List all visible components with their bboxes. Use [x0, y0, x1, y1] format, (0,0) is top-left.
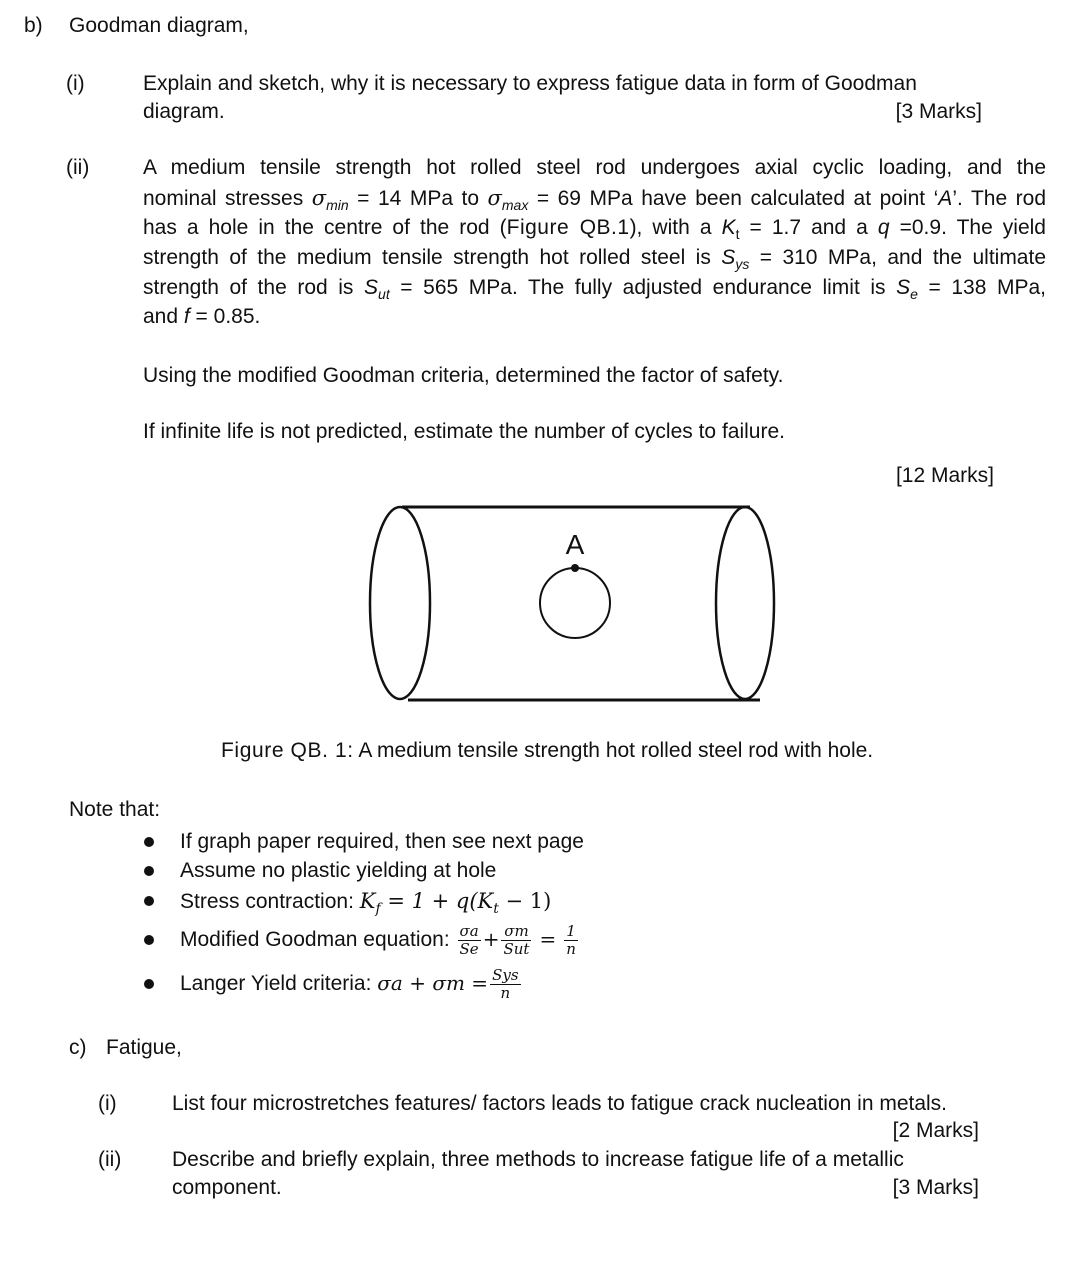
bullet-icon: [144, 979, 154, 989]
bullet-icon: [144, 837, 154, 847]
part-c-ii-marks: [3 Marks]: [892, 1176, 979, 1199]
para-line-5: strength of the rod is $S_{ut} = 565$ MPa. The fully adjusted endurance limit is $S_e = 138$ MPa,: [143, 276, 1046, 303]
stress-concentration-formula: $K_f = 1 + q(K_t - 1)$: [359, 889, 552, 918]
rod-left-end: [370, 507, 430, 699]
rod-right-end: [716, 507, 774, 699]
para-line-3: has a hole in the centre of the rod (Figure QB.1), with a $K_t = 1.7$ and a q =0.9. The yield: [143, 216, 1046, 243]
fraction-sa-se: $\frac{\sigma a}{Se}$: [459, 921, 479, 958]
notes-heading: Note that:: [69, 798, 161, 821]
point-a-marker: [571, 564, 579, 572]
note-item-langer-yield: Langer Yield criteria: σa + σm = $\frac{\text{Sys}}{n}$: [180, 965, 519, 1002]
instruction-cycles: If infinite life is not predicted, estimate the number of cycles to failure.: [143, 420, 785, 443]
part-c-i-text: List four microstretches features/ factors leads to fatigue crack nucleation in metals.: [172, 1092, 948, 1115]
para-line-6: and f = 0.85.: [143, 305, 261, 328]
bullet-icon: [144, 866, 154, 876]
section-c-label: c): [69, 1036, 87, 1059]
note-item-graph-paper: If graph paper required, then see next page: [180, 830, 584, 853]
section-c-title: Fatigue,: [106, 1036, 182, 1059]
part-b-ii-label: (ii): [66, 156, 90, 179]
part-b-i-line2: diagram.: [143, 100, 225, 123]
para-line-1: A medium tensile strength hot rolled steel rod undergoes axial cyclic loading, and the: [143, 156, 1046, 179]
figure-caption-text: A medium tensile strength hot rolled steel rod with hole.: [353, 739, 874, 762]
part-c-ii-label: (ii): [98, 1148, 122, 1171]
instruction-goodman: Using the modified Goodman criteria, determined the factor of safety.: [143, 364, 784, 387]
part-b-i-label: (i): [66, 72, 85, 95]
part-c-ii-line2: component.: [172, 1176, 282, 1199]
note-item-stress-concentration: Stress contraction: $K_f = 1 + q(K_t - 1)$: [180, 889, 552, 918]
figure-caption: [221, 737, 873, 765]
section-b-title: Goodman diagram,: [69, 14, 249, 37]
bullet-icon: [144, 896, 154, 906]
fraction-sys-n: $\frac{\text{Sys}}{n}$: [492, 965, 519, 1002]
part-b-i-line1: Explain and sketch, why it is necessary to express fatigue data in form of Goodman: [143, 72, 917, 95]
figure-caption-label: Figure QB. 1:: [221, 739, 354, 762]
part-c-ii-line1: Describe and briefly explain, three methods to increase fatigue life of a metallic: [172, 1148, 904, 1171]
fraction-1-n: $\frac{1}{n}$: [566, 921, 576, 958]
para-line-4: strength of the medium tensile strength hot rolled steel is $S_{ys} = 310$ MPa, and the ultimate: [143, 246, 1046, 273]
rod-figure: [360, 500, 790, 710]
part-c-i-label: (i): [98, 1092, 117, 1115]
section-b-label: b): [24, 14, 43, 37]
note-item-no-yielding: Assume no plastic yielding at hole: [180, 859, 497, 882]
part-c-i-marks: [2 Marks]: [892, 1119, 979, 1142]
figure-reference: Figure QB.1: [506, 216, 630, 239]
part-b-ii-marks: [12 Marks]: [895, 464, 994, 487]
fraction-sm-sut: $\frac{\sigma m}{\text{Sut}}$: [503, 921, 530, 958]
point-a-label: A: [565, 529, 585, 560]
part-b-i-marks: [3 Marks]: [895, 100, 982, 123]
bullet-icon: [144, 935, 154, 945]
para-line-2: nominal stresses $\sigma_{min} = 14$ MPa to $\sigma_{max} = 69$ MPa have been calculated at point ‘A’. The rod: [143, 186, 1046, 214]
note-item-goodman-equation: Modified Goodman equation: $\frac{\sigma a}{Se}$ + $\frac{\sigma m}{\text{Sut}}$ = $\frac{1}{n}$: [180, 921, 576, 958]
rod-hole: [540, 568, 610, 638]
